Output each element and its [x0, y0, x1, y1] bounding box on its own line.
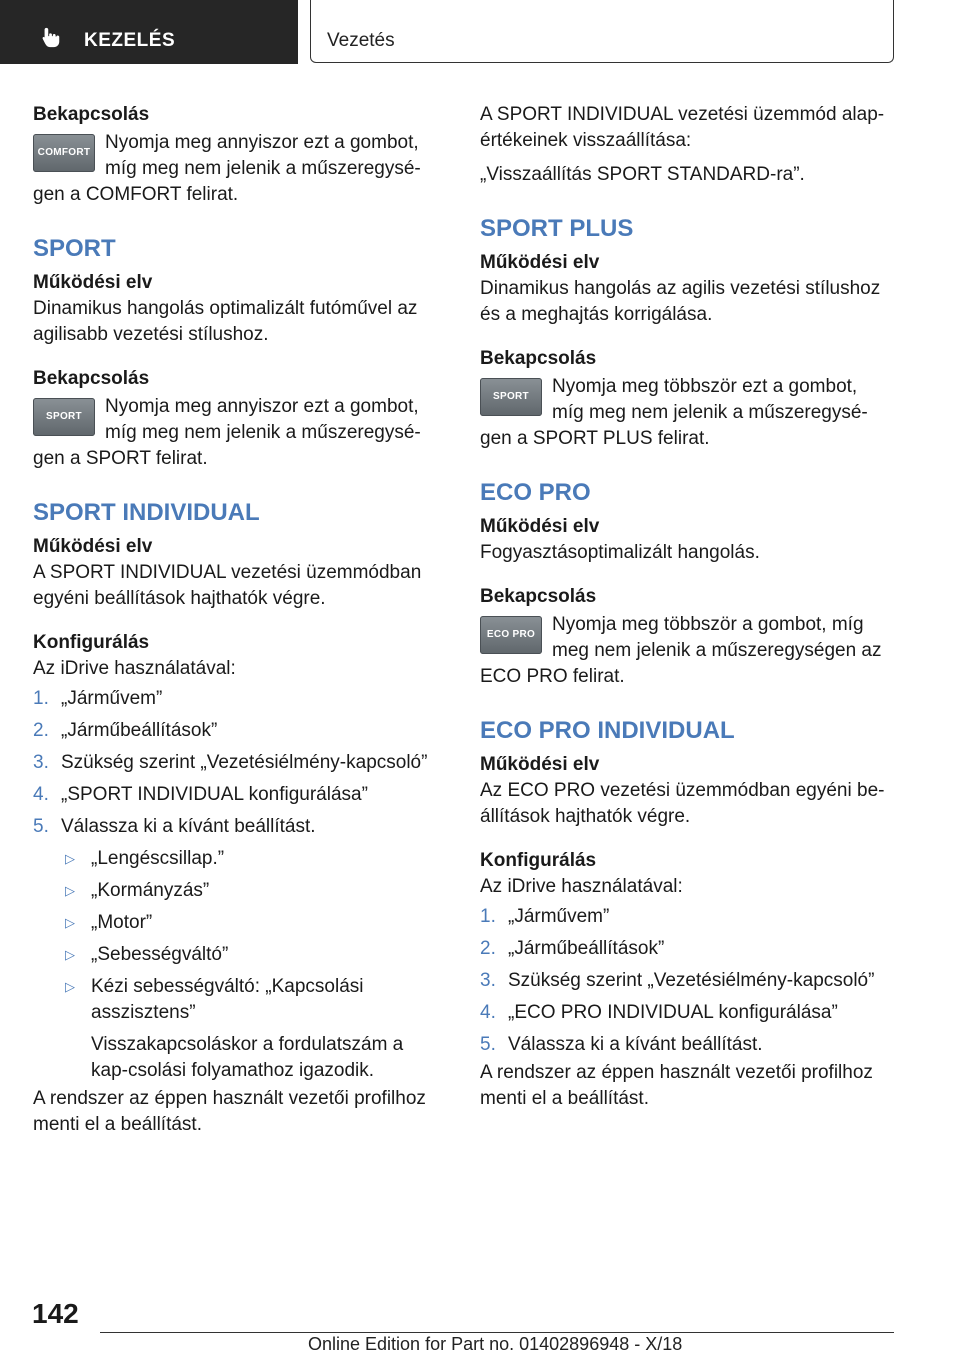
list-item: ▷ „Kormányzás”	[33, 878, 437, 904]
sport-plus-activation-title: Bekapcsolás	[480, 348, 597, 369]
chapter-tab	[310, 0, 894, 63]
comfort-activation	[33, 130, 437, 208]
eco-pro-principle-text: Fogyasztásoptimalizált hangolás.	[480, 542, 760, 563]
list-item: 3. Szükség szerint „Vezetésiélmény-kapcsoló”	[480, 970, 875, 991]
right-closing-text: A rendszer az éppen használt vezetői profilhoz menti el a beállítást.	[480, 1062, 873, 1109]
list-item: 5. Válassza ki a kívánt beállítást.	[33, 816, 316, 837]
eco-pro-heading: ECO PRO	[480, 479, 591, 506]
sport-plus-principle-text: Dinamikus hangolás az agilis vezetési stílushoz és a meghajtás korrigálása.	[480, 278, 881, 325]
list-item: ▷ „Sebességváltó”	[33, 942, 437, 968]
eco-pro-activation-text: Nyomja meg többször a gombot, míg meg nem jelenik a műszeregységen az ECO PRO felirat.	[480, 614, 882, 687]
eco-pro-individual-config-title: Konfigurálás	[480, 850, 597, 871]
sport-plus-button-image: SPORT	[480, 378, 542, 416]
eco-pro-individual-principle-title: Működési elv	[480, 754, 600, 775]
list-item: 5. Válassza ki a kívánt beállítást.	[480, 1034, 763, 1055]
list-item-note: Visszakapcsoláskor a fordulatszám a kap-csolási folyamathoz igazodik.	[91, 1034, 404, 1081]
comfort-activation-text: Nyomja meg annyiszor ezt a gombot, míg meg nem jelenik a műszeregysé-gen a COMFORT felirat.	[33, 132, 421, 205]
triangle-bullet-icon: ▷	[65, 915, 75, 930]
sport-individual-config-title: Konfigurálás	[33, 632, 150, 653]
eco-pro-individual-idrive-text: Az iDrive használatával:	[480, 876, 683, 897]
eco-pro-individual-principle-text: Az ECO PRO vezetési üzemmódban egyéni be-állítások hajthatók végre.	[480, 780, 885, 827]
sport-plus-principle-title: Működési elv	[480, 252, 600, 273]
list-item: ▷ „Lengéscsillap.”	[33, 846, 437, 872]
list-item: 4. „ECO PRO INDIVIDUAL konfigurálása”	[480, 1002, 838, 1023]
eco-pro-button-image: ECO PRO	[480, 616, 542, 654]
triangle-bullet-icon: ▷	[65, 979, 75, 994]
sport-heading: SPORT	[33, 235, 116, 262]
edition-text: Online Edition for Part no. 01402896948 - X/18	[308, 1334, 683, 1354]
pointing-hand-icon	[40, 26, 62, 48]
eco-pro-activation	[480, 612, 890, 690]
chapter-label: Vezetés	[327, 30, 395, 51]
sport-activation-text: Nyomja meg annyiszor ezt a gombot, míg meg nem jelenik a műszeregysé-gen a SPORT felirat.	[33, 396, 421, 469]
list-item: 2. „Járműbeállítások”	[480, 938, 665, 959]
sport-individual-principle-text: A SPORT INDIVIDUAL vezetési üzemmódban egyéni beállítások hajthatók végre.	[33, 562, 422, 609]
sport-plus-activation-text: Nyomja meg többször ezt a gombot, míg meg nem jelenik a műszeregysé-gen a SPORT PLUS felirat.	[480, 376, 868, 449]
reset-item: „Visszaállítás SPORT STANDARD-ra”.	[480, 164, 805, 185]
sport-principle-title: Működési elv	[33, 272, 153, 293]
sport-principle-text: Dinamikus hangolás optimalizált futóművel az agilisabb vezetési stílushoz.	[33, 298, 418, 345]
triangle-bullet-icon: ▷	[65, 883, 75, 898]
sport-plus-activation	[480, 374, 890, 452]
left-closing-text: A rendszer az éppen használt vezetői profilhoz menti el a beállítást.	[33, 1088, 426, 1135]
sport-individual-options	[33, 846, 437, 1084]
comfort-button-image: COMFORT	[33, 134, 95, 172]
triangle-bullet-icon: ▷	[65, 851, 75, 866]
footer-divider	[100, 1332, 894, 1333]
left-column	[33, 102, 437, 1138]
section-label: KEZELÉS	[84, 30, 176, 51]
triangle-bullet-icon: ▷	[65, 947, 75, 962]
eco-pro-principle-title: Működési elv	[480, 516, 600, 537]
sport-plus-heading: SPORT PLUS	[480, 215, 634, 242]
eco-pro-individual-steps	[480, 904, 890, 1058]
list-item: 1. „Járművem”	[480, 906, 610, 927]
list-item: 4. „SPORT INDIVIDUAL konfigurálása”	[33, 784, 368, 805]
sport-individual-steps	[33, 686, 437, 840]
list-item: 2. „Járműbeállítások”	[33, 720, 218, 741]
right-column	[480, 102, 890, 1112]
reset-text: A SPORT INDIVIDUAL vezetési üzemmód alap-értékeinek visszaállítása:	[480, 104, 885, 151]
section-tab	[0, 0, 298, 64]
sport-activation	[33, 394, 437, 472]
sport-button-image: SPORT	[33, 398, 95, 436]
page-header	[0, 0, 960, 66]
page-number: 142	[32, 1298, 79, 1329]
list-item: ▷ Kézi sebességváltó: „Kapcsolási asszisztens”	[65, 976, 364, 1023]
eco-pro-activation-title: Bekapcsolás	[480, 586, 597, 607]
list-item: 1. „Járművem”	[33, 688, 163, 709]
sport-individual-heading: SPORT INDIVIDUAL	[33, 499, 260, 526]
list-item: 3. Szükség szerint „Vezetésiélmény-kapcsoló”	[33, 752, 428, 773]
sport-individual-principle-title: Működési elv	[33, 536, 153, 557]
comfort-activation-title: Bekapcsolás	[33, 104, 150, 125]
sport-individual-idrive-text: Az iDrive használatával:	[33, 658, 236, 679]
sport-activation-title: Bekapcsolás	[33, 368, 150, 389]
list-item: ▷ „Motor”	[33, 910, 437, 936]
eco-pro-individual-heading: ECO PRO INDIVIDUAL	[480, 717, 735, 744]
